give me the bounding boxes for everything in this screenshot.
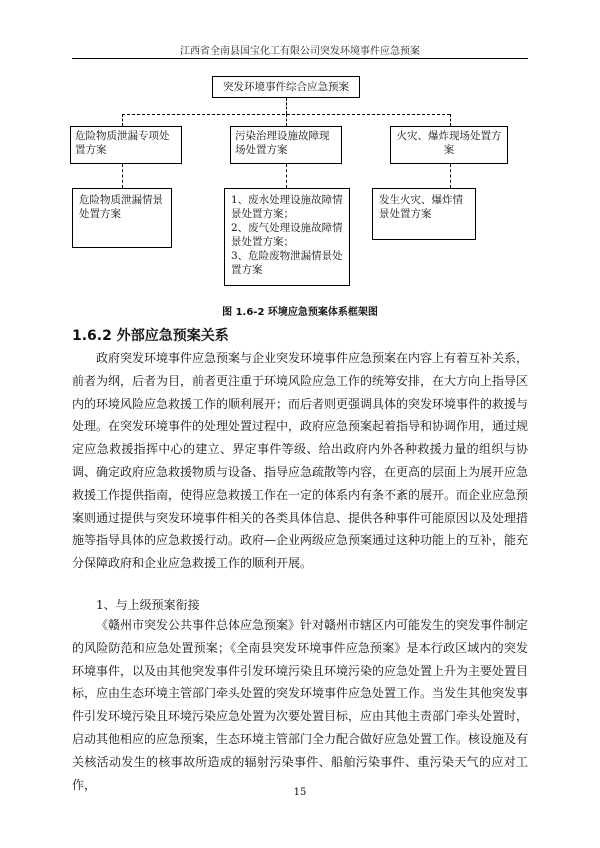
subheading: 1、与上级预案衔接 — [96, 598, 200, 612]
connector — [286, 164, 287, 188]
detail-box-fire-explosion: 发生火灾、爆炸情景处置方案 — [372, 188, 476, 240]
detail-item: 3、危险废物泄漏情景处置方案 — [231, 250, 343, 276]
branch-box-pollution-facility: 污染治理设施故障现场处置方案 — [230, 126, 342, 164]
connector — [450, 114, 451, 126]
connector — [286, 114, 287, 126]
diagram-root-box: 突发环境事件综合应急预案 — [212, 76, 360, 98]
connector — [122, 114, 123, 126]
header-rule — [72, 58, 528, 59]
paragraph — [72, 614, 528, 796]
figure-caption: 图 1.6-2 环境应急预案体系框架图 — [222, 307, 378, 318]
paragraph-text: 政府突发环境事件应急预案与企业突发环境事件应急预案在内容上有着互补关系，前者为纲，后者为目，前者更注重于环境风险应急工作的统筹安排，在大方向上指导区内的环境风险应急救援工作的顺利展开；而后者则更强调具体的突发环境事件的救援与处理。在突发环境事件的处理处置过程中，政府应急预案起着指导和协调作用，通过规定应急救援指挥中心的建立、界定事件等级、给出政府内外各种救援力量的组织与协调、确定政府应急救援物质与设备、指导应急疏散等内容，在更高的层面上为展开应急救援工作提供指南，使得应急救援工作在一定的体系内有条不紊的展开。而企业应急预案则通过提供与突发环境事件相关的各类具体信息、提供各种事件可能原因以及处理措施等指导具体的应急救援行动。政府—企业两级应急预案通过这种功能上的互补，能充分保障政府和企业应急救援工作的顺利开展。 — [72, 351, 529, 571]
detail-box-pollution-facility — [224, 188, 350, 286]
connector — [286, 98, 287, 114]
page-number: 15 — [293, 787, 307, 798]
paragraph — [72, 347, 528, 575]
section-heading — [72, 325, 229, 345]
branch-box-fire-explosion: 火灾、爆炸现场处置方案 — [390, 126, 508, 164]
connector — [122, 164, 123, 188]
section-number: 1.6.2 — [72, 328, 112, 344]
detail-item: 1、废水处理设施故障情景处置方案； — [231, 194, 343, 220]
running-header: 江西省全南县国宝化工有限公司突发环境事件应急预案 — [180, 46, 420, 57]
paragraph-text: 《赣州市突发公共事件总体应急预案》针对赣州市辖区内可能发生的突发事件制定的风险防范和应急处置预案；《全南县突发环境事件应急预案》是本行政区域内的突发环境事件，以及由其他突发事件引发环境污染且环境污染的应急处置上升为主要处置目标，应由生态环境主管部门牵头处置的突发环境事件应急处置工作。当发生其他突发事件引发环境污染且环境污染应急处置为次要处置目标，应由其他主责部门牵头处置时，启动其他相应的应急预案，生态环境主管部门全力配合做好应急处置工作。核设施及有关核活动发生的核事故所造成的辐射污染事件、船舶污染事件、重污染天气的应对工作， — [72, 618, 529, 792]
connector — [450, 164, 451, 188]
detail-box-hazard-leak: 危险物质泄漏情景处置方案 — [72, 188, 172, 248]
detail-item: 2、废气处理设施故障情景处置方案； — [231, 222, 343, 248]
section-title: 外部应急预案关系 — [116, 328, 229, 344]
branch-box-hazard-leak: 危险物质泄漏专项处置方案 — [70, 126, 182, 164]
